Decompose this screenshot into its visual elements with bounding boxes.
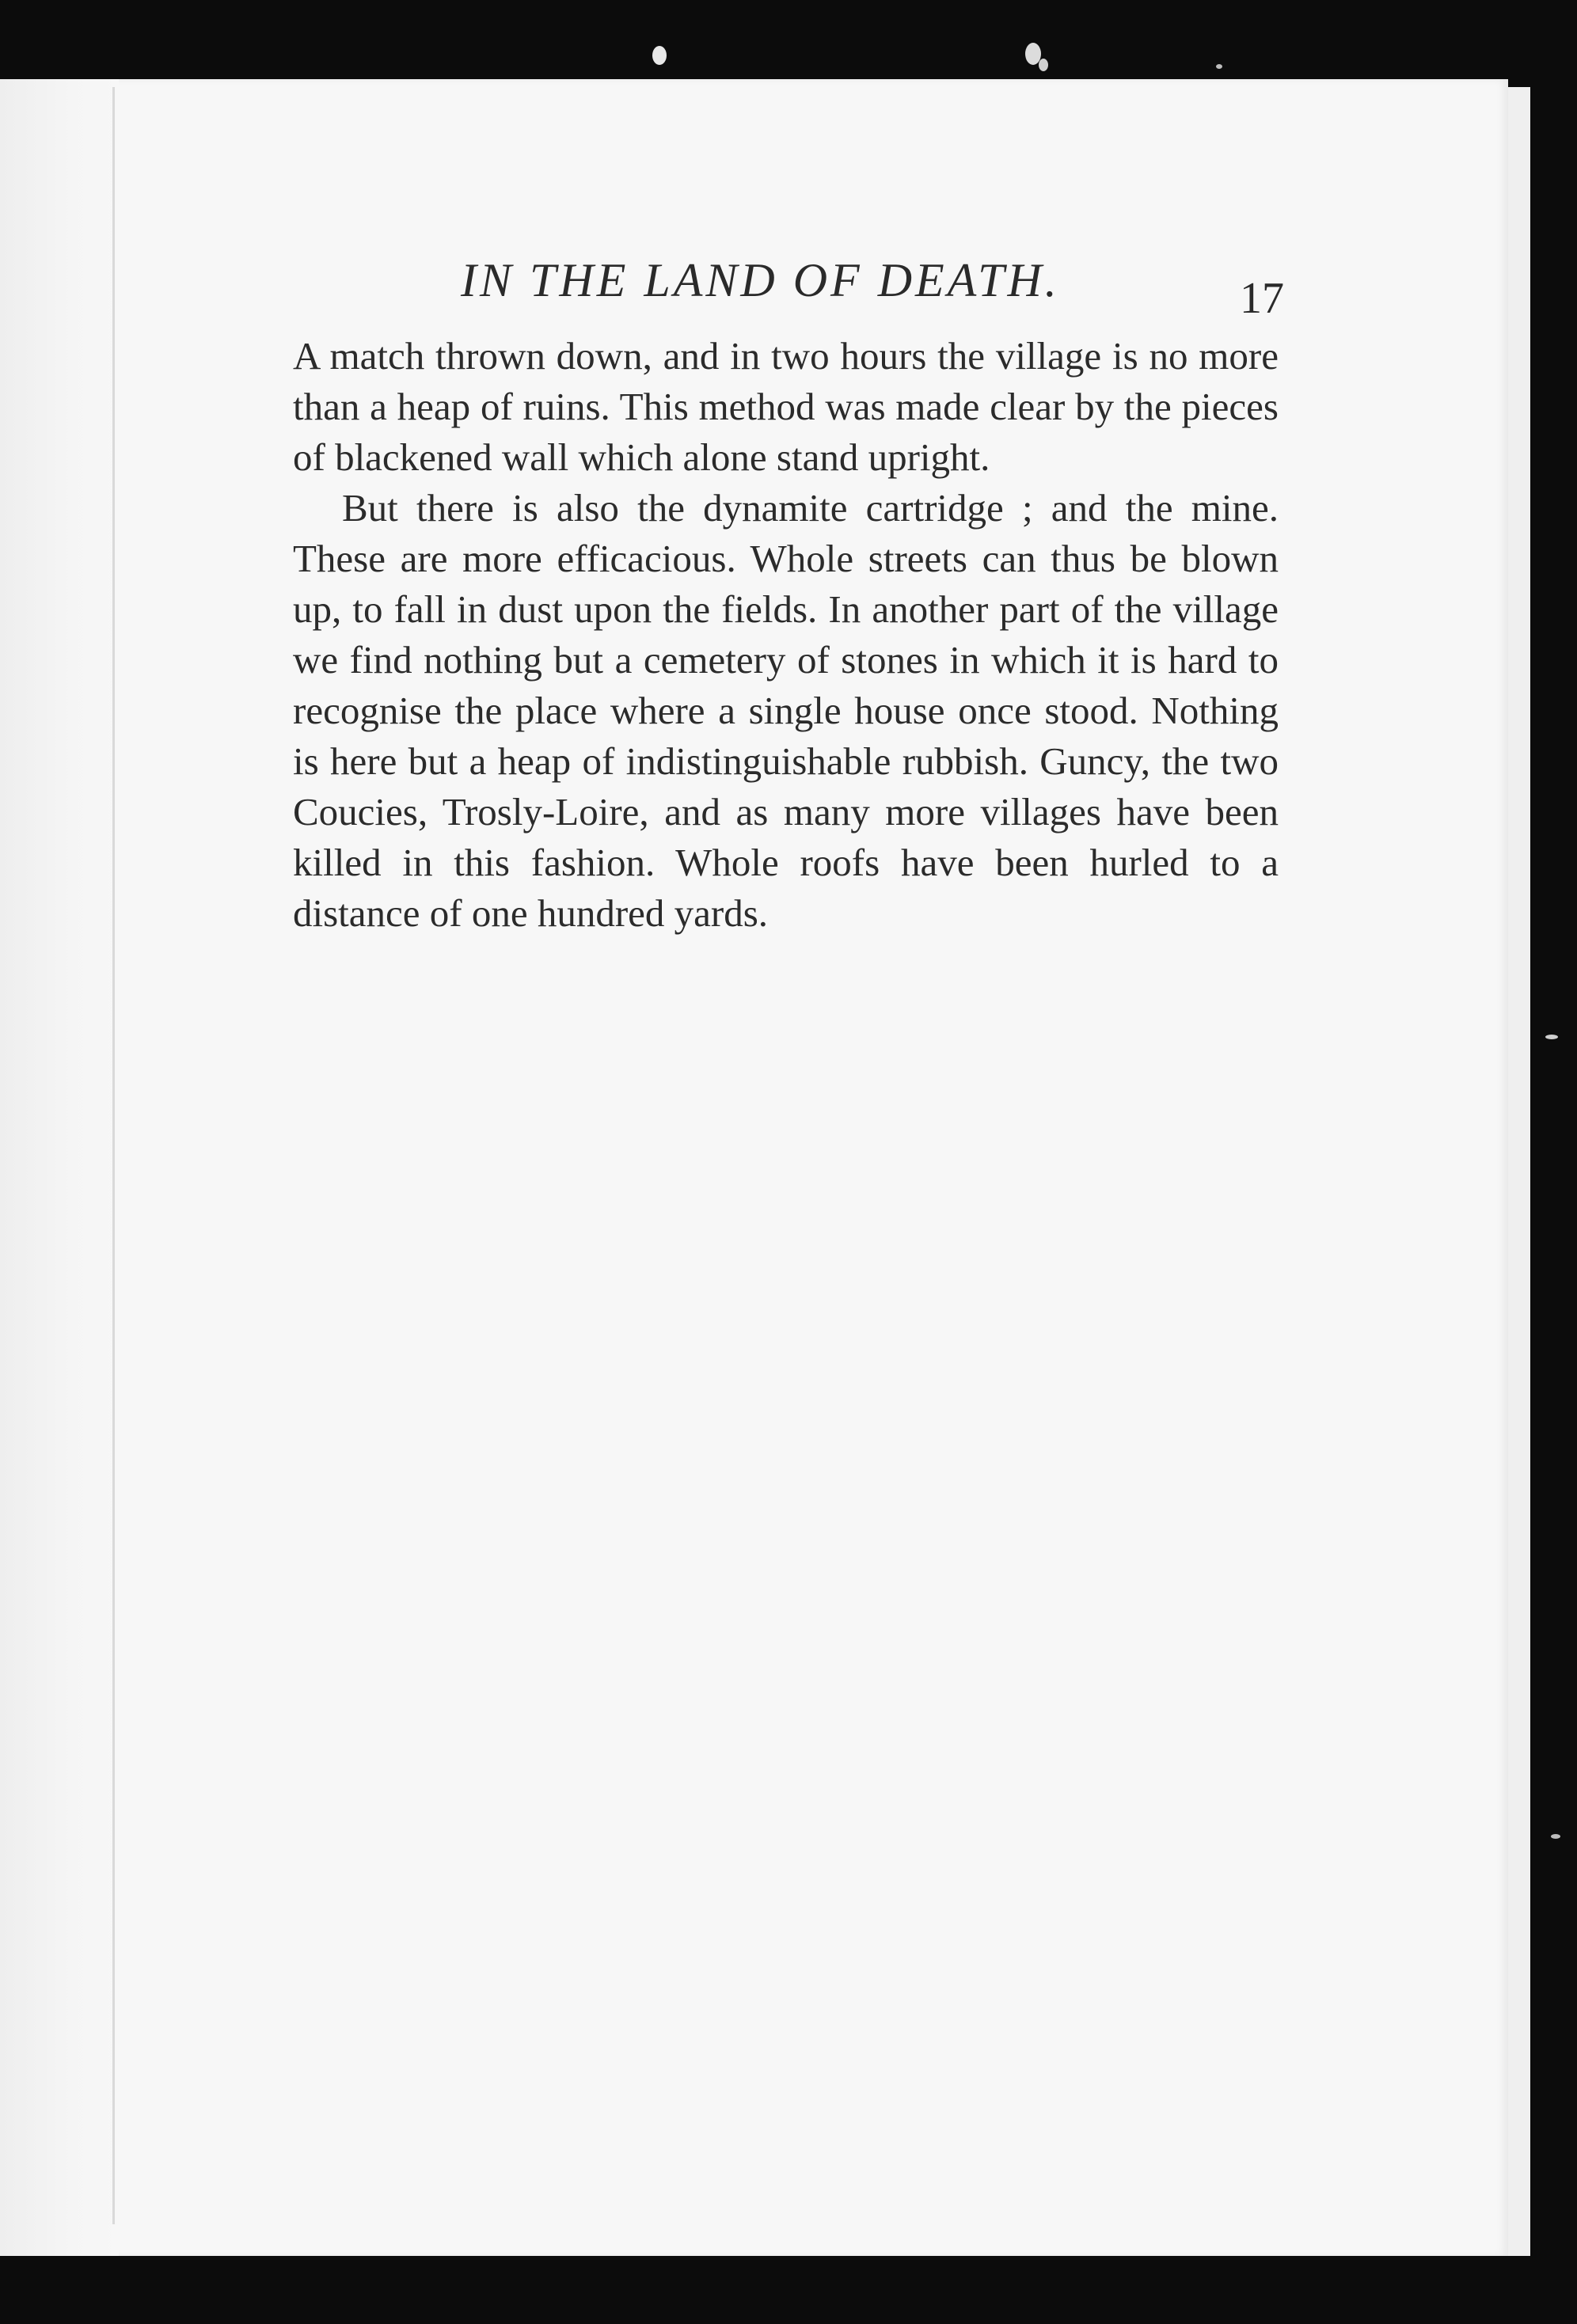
paragraph-1: A match thrown down, and in two hours the village is no more than a heap of ruins. This method was made clear by the pieces of blackened wall which alone stand upright. bbox=[293, 334, 1279, 479]
page-edge bbox=[1508, 87, 1530, 2256]
paragraph-2: But there is also the dynamite cartridge ; and the mine. These are more efficacious. Whole streets can thus be blown up, to fall in dust upon the fields. In another part of the village we find nothing but a cemetery of stones in which it is hard to recognise the place where a single house once stood. Nothing is here but a heap of indistinguishable rubbish. Guncy, the two Coucies, Trosly-Loire, and as many more villages have been killed in this fashion. Whole roofs have been hurled to a distance of one hundred yards. bbox=[293, 486, 1279, 935]
page-gutter bbox=[0, 79, 119, 2256]
running-head: IN THE LAND OF DEATH. bbox=[461, 254, 1060, 306]
binding-stitch-line bbox=[112, 87, 115, 2224]
page-number: 17 bbox=[1240, 274, 1284, 323]
body-text bbox=[293, 331, 1279, 939]
